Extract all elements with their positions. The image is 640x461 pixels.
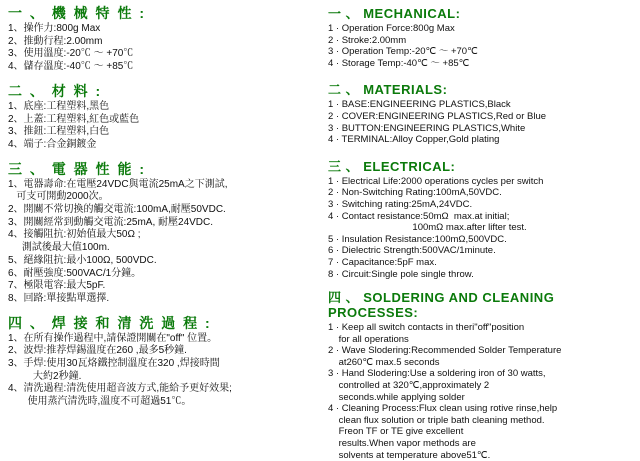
section-title: 一 、 MECHANICAL: — [328, 6, 461, 21]
spec-line: 4、儲存溫度:-40℃ ～ +85℃ — [8, 61, 134, 73]
spec-line: 3、手焊:使用30瓦烙鐵控制溫度在320 ,焊接時間 — [8, 358, 220, 370]
spec-line: 1、底座:工程塑料,黑色 — [8, 100, 110, 112]
spec-line: 4 · TERMINAL:Alloy Copper,Gold plating — [328, 134, 500, 146]
spec-line: 2 · COVER:ENGINEERING PLASTICS,Red or Blue — [328, 110, 547, 122]
spec-line: 3 · Hand Slodering:Use a soldering iron of 30 watts, — [328, 368, 546, 380]
spec-line: 2 · Non-Switching Rating:100mA,50VDC. — [328, 187, 502, 199]
section-title: 一 、 機 械 特 性 : — [8, 5, 146, 21]
spec-line: at260℃ max.5 seconds — [328, 356, 440, 368]
spec-line: 測試後最大值100m. — [8, 242, 110, 254]
spec-line: 3、開關經常到動觸交電流:25mA, 耐壓24VDC. — [8, 216, 214, 228]
spec-line: 8 · Circuit:Single pole single throw. — [328, 268, 474, 280]
section-electrical-en — [328, 159, 634, 280]
section-body — [8, 179, 316, 306]
spec-line: 使用蒸汽清洗時,溫度不可超過51℃。 — [8, 396, 192, 408]
spec-line: 8、回路:單接點單選擇. — [8, 292, 110, 304]
section-body — [328, 99, 634, 145]
spec-line: 1、在所有操作過程中,請保證開關在"off" 位置。 — [8, 332, 218, 344]
section-materials-zh — [8, 84, 316, 152]
spec-line: 2、推動行程:2.00mm — [8, 35, 103, 47]
spec-line: Freon TF or TE give excellent — [328, 426, 464, 438]
chinese-column — [0, 0, 322, 419]
spec-line: seconds.while applying solder — [328, 391, 465, 403]
section-body — [328, 322, 634, 461]
spec-line: 4、端子:合金銅鍍金 — [8, 138, 97, 150]
section-mechanical-zh — [8, 6, 316, 74]
spec-line: 1、操作力:800g Max — [8, 23, 101, 34]
spec-line: 7 · Capacitance:5pF max. — [328, 256, 437, 268]
spec-line: solvents at temperature above51℃. — [328, 449, 491, 461]
section-title: 二 、 MATERIALS: — [328, 82, 448, 98]
spec-line: for all operations — [328, 333, 409, 345]
spec-line: 4 · Cleaning Process:Flux clean using rotive rinse,help — [328, 403, 558, 415]
section-body — [8, 101, 316, 152]
spec-line: 7、極限電容:最大5pF. — [8, 280, 106, 292]
spec-line: 6、耐壓強度:500VAC/1分鐘。 — [8, 267, 142, 279]
section-soldering-en — [328, 290, 634, 461]
spec-line: results.When vapor methods are — [328, 438, 476, 450]
section-mechanical-en — [328, 6, 634, 69]
spec-line: 3、使用溫度:-20℃ ～ +70℃ — [8, 48, 134, 60]
section-title: 三 、 電 器 性 能 : — [8, 160, 146, 177]
section-body — [8, 333, 316, 409]
spec-line: 可支可開動2000次。 — [8, 191, 109, 203]
section-body — [328, 23, 634, 69]
spec-line: 2、波焊:推荐焊錫溫度在260 ,最多5秒鐘. — [8, 345, 187, 357]
spec-line: 100mΩ max.after lifter test. — [386, 222, 527, 234]
spec-line: 1 · Keep all switch contacts in theri"off"position — [328, 322, 525, 334]
spec-line: 2、開關不常切換的觸交電流:100mA,耐壓50VDC. — [8, 204, 226, 216]
section-title: 三 、 ELECTRICAL: — [328, 158, 456, 174]
spec-line: 1 · Electrical Life:2000 operations cycles per switch — [328, 175, 544, 187]
spec-line: 2 · Wave Slodering:Recommended Solder Temperature — [328, 345, 562, 357]
spec-line: controlled at 320℃,approximately 2 — [328, 380, 490, 392]
section-title: 四 、 SOLDERING AND CLEANING PROCESSES: — [328, 290, 555, 321]
section-title: 二 、 材 料 : — [8, 82, 103, 99]
spec-line: 2、上蓋:工程塑料,紅色或藍色 — [8, 113, 140, 125]
spec-line: 2 · Stroke:2.00mm — [328, 34, 407, 46]
spec-line: 4、清洗過程:清洗使用超音波方式,能給予更好效果; — [8, 383, 232, 395]
section-title: 四 、 焊 接 和 清 洗 過 程 : — [8, 314, 212, 331]
spec-line: clean flux solution or triple bath cleaning method. — [328, 414, 545, 426]
spec-line: 5 · Insulation Resistance:100mΩ,500VDC. — [328, 233, 507, 245]
spec-line: 1、電器壽命:在電壓24VDC與電流25mA之下測試, — [8, 178, 228, 190]
spec-line: 5、絕緣阻抗:最小100Ω, 500VDC. — [8, 254, 157, 266]
section-soldering-zh — [8, 316, 316, 409]
section-body — [328, 176, 634, 280]
english-column — [322, 0, 640, 461]
spec-line: 3 · Switching rating:25mA,24VDC. — [328, 198, 473, 210]
spec-line: 3 · BUTTON:ENGINEERING PLASTICS,White — [328, 122, 526, 134]
spec-line: 大約2秒鐘. — [8, 370, 82, 382]
section-materials-en — [328, 82, 634, 145]
spec-line: 1 · BASE:ENGINEERING PLASTICS,Black — [328, 99, 511, 111]
spec-line: 3 · Operation Temp:-20℃ ～ +70℃ — [328, 46, 478, 58]
spec-line: 4 · Storage Temp:-40℃ ～ +85℃ — [328, 57, 470, 69]
section-body — [8, 23, 316, 74]
spec-line: 4、接觸阻抗:初始值最大50Ω ; — [8, 229, 141, 241]
spec-line: 6 · Dielectric Strength:500VAC/1minute. — [328, 245, 496, 257]
section-electrical-zh — [8, 162, 316, 306]
spec-line: 1 · Operation Force:800g Max — [328, 23, 455, 34]
spec-line: 3、推鈕:工程塑料,白色 — [8, 126, 110, 138]
spec-line: 4 · Contact resistance:50mΩ max.at initial; — [328, 210, 510, 222]
